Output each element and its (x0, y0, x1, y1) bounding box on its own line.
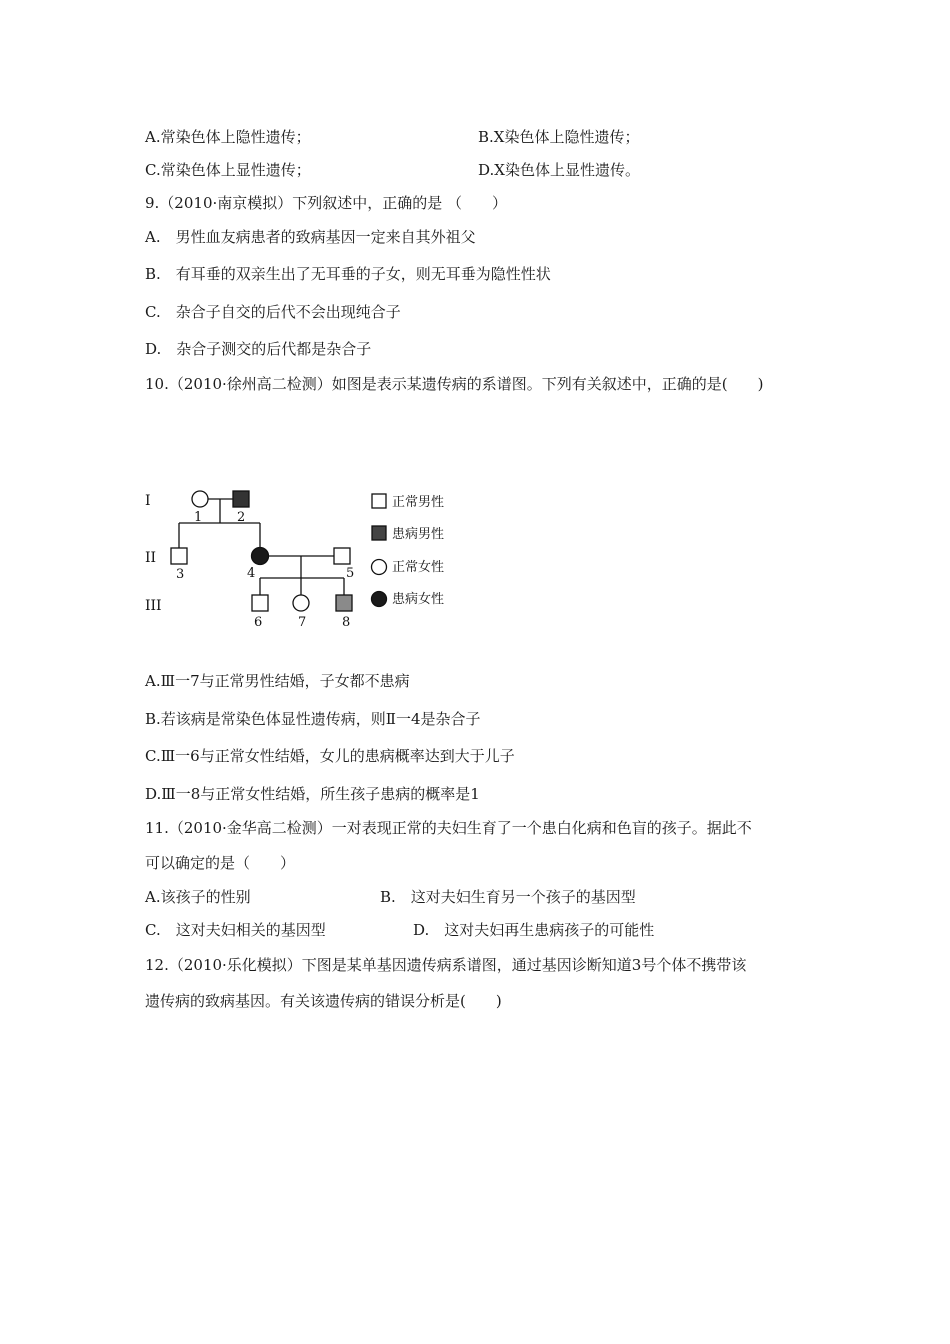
individual-number-5: 5 (346, 566, 355, 581)
individual-6-normal-male (252, 595, 268, 611)
q9-option-c: C. 杂合子自交的后代不会出现纯合子 (145, 303, 401, 321)
legend-label-normal-male: 正常男性 (392, 495, 445, 510)
q12-stem-line1: 12.（2010·乐化模拟）下图是某单基因遗传病系谱图，通过基因诊断知道3号个体不携带该 (145, 956, 747, 974)
individual-number-3: 3 (176, 567, 185, 582)
q11-stem-line1: 11.（2010·金华高二检测）一对表现正常的夫妇生育了一个患白化病和色盲的孩子。据此不 (145, 819, 752, 837)
legend-label-normal-female: 正常女性 (392, 560, 445, 575)
individual-number-1: 1 (194, 510, 203, 525)
individual-4-affected-female (252, 548, 269, 565)
q9-option-d: D. 杂合子测交的后代都是杂合子 (145, 340, 372, 358)
q8-option-a: A.常染色体上隐性遗传； (145, 128, 311, 146)
q11-option-b: B. 这对夫妇生育另一个孩子的基因型 (380, 888, 636, 906)
legend-normal-female-icon (372, 560, 387, 575)
q8-option-c: C.常染色体上显性遗传； (145, 161, 311, 179)
q10-option-c: C.Ⅲ一6与正常女性结婚，女儿的患病概率达到大于儿子 (145, 747, 515, 765)
individual-2-affected-male (233, 491, 249, 507)
generation-label-ii: II (145, 550, 157, 566)
legend-affected-female-icon (372, 592, 387, 607)
q10-option-b: B.若该病是常染色体显性遗传病，则Ⅱ一4是杂合子 (145, 710, 481, 728)
pedigree-diagram (143, 478, 473, 638)
q11-stem-line2: 可以确定的是（ ） (145, 854, 296, 872)
legend-normal-male-icon (372, 494, 386, 508)
individual-1-normal-female (192, 491, 208, 507)
q12-stem-line2: 遗传病的致病基因。有关该遗传病的错误分析是( ) (145, 992, 502, 1010)
individual-number-7: 7 (298, 615, 307, 630)
individual-3-normal-male (171, 548, 187, 564)
q9-option-b: B. 有耳垂的双亲生出了无耳垂的子女，则无耳垂为隐性性状 (145, 265, 551, 283)
individual-number-4: 4 (247, 566, 256, 581)
individual-7-normal-female (293, 595, 309, 611)
generation-label-iii: III (145, 598, 162, 614)
generation-label-i: I (145, 493, 151, 509)
q9-stem: 9.（2010·南京模拟）下列叙述中，正确的是 （ ） (145, 194, 508, 212)
q11-option-c: C. 这对夫妇相关的基因型 (145, 921, 326, 939)
q10-stem: 10.（2010·徐州高二检测）如图是表示某遗传病的系谱图。下列有关叙述中，正确的是( ) (145, 375, 764, 393)
q8-option-d: D.X染色体上显性遗传。 (478, 161, 640, 179)
individual-number-2: 2 (237, 510, 246, 525)
q10-option-a: A.Ⅲ一7与正常男性结婚，子女都不患病 (145, 672, 410, 690)
individual-5-normal-male (334, 548, 350, 564)
individual-8-affected-male (336, 595, 352, 611)
legend-affected-male-icon (372, 526, 386, 540)
q9-option-a: A. 男性血友病患者的致病基因一定来自其外祖父 (145, 228, 476, 246)
q10-option-d: D.Ⅲ一8与正常女性结婚，所生孩子患病的概率是1 (145, 785, 480, 803)
q8-option-b: B.X染色体上隐性遗传； (478, 128, 640, 146)
q11-option-a: A.该孩子的性别 (145, 888, 251, 906)
q11-option-d: D. 这对夫妇再生患病孩子的可能性 (413, 921, 655, 939)
legend-label-affected-male: 患病男性 (392, 527, 445, 542)
legend-label-affected-female: 患病女性 (392, 592, 445, 607)
individual-number-8: 8 (342, 615, 351, 630)
individual-number-6: 6 (254, 615, 263, 630)
